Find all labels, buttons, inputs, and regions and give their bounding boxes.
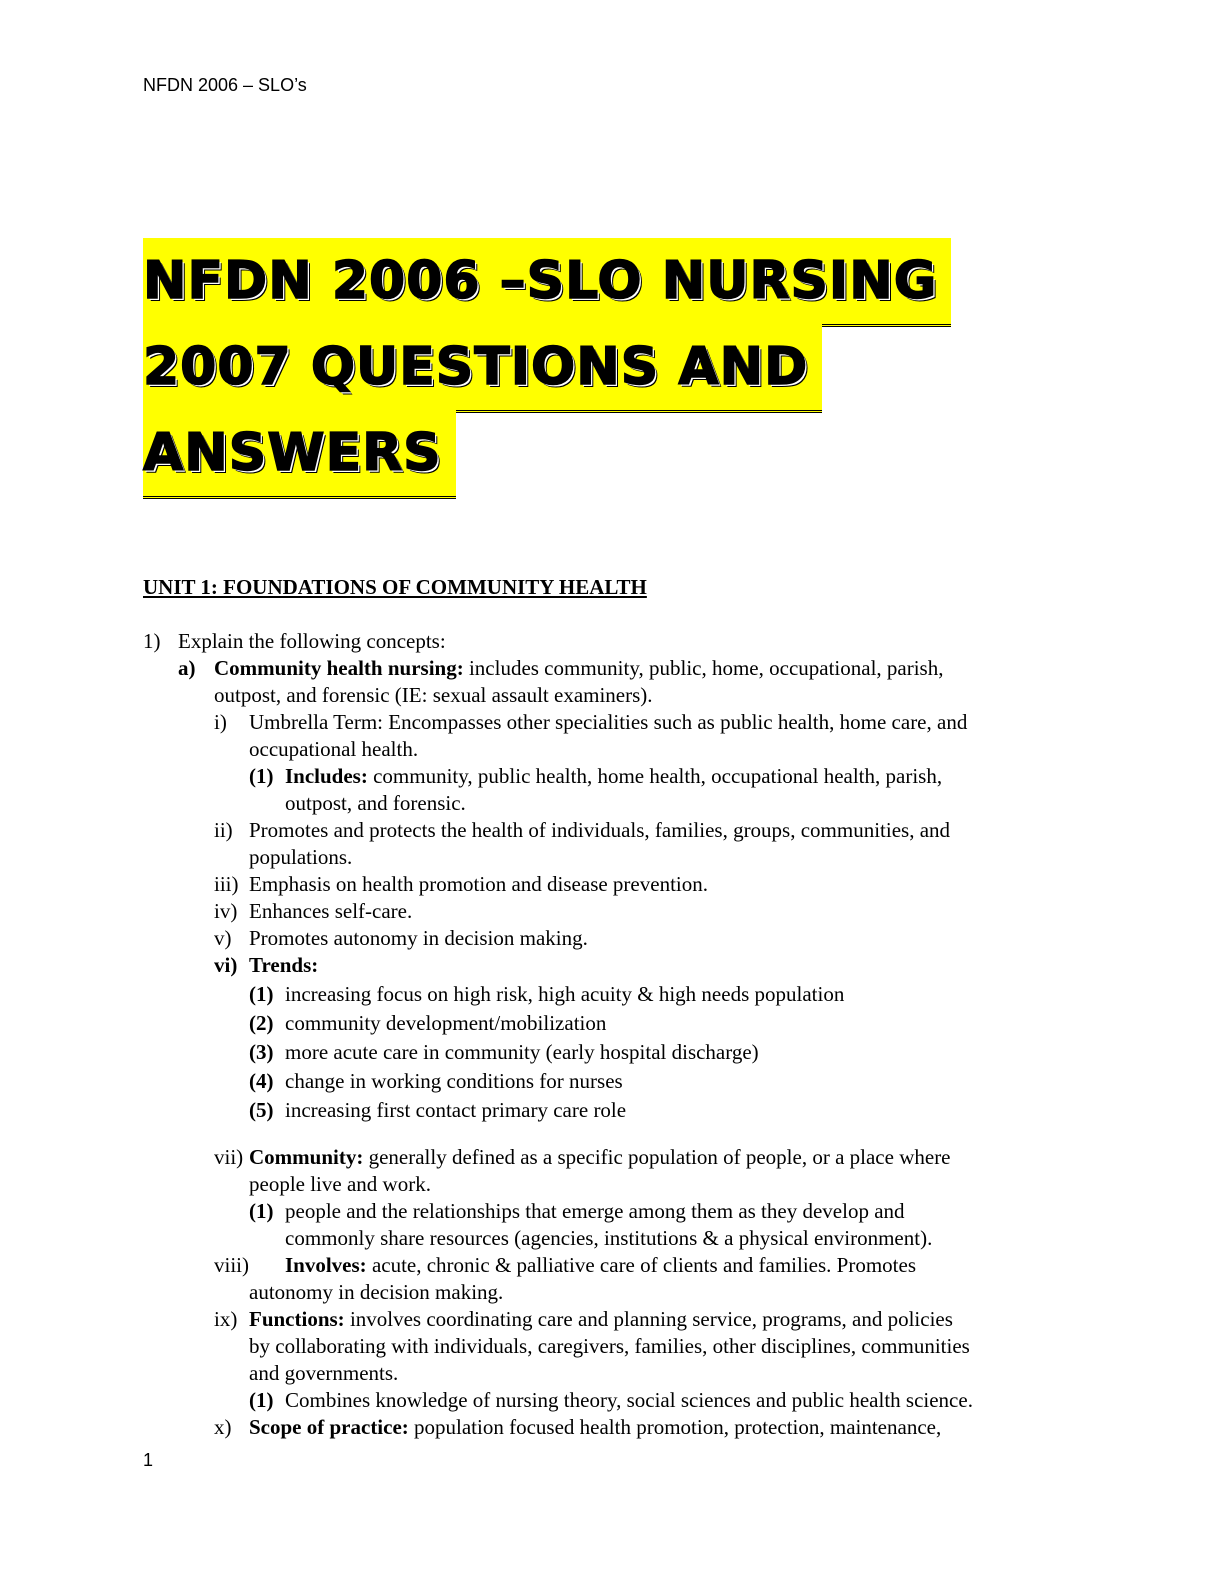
item-number: a) [178, 656, 196, 680]
item-text: community, public health, home health, occupational health, parish, [367, 764, 943, 788]
item-text: acute, chronic & palliative care of clients and families. Promotes [366, 1253, 916, 1277]
question-1 [143, 628, 1103, 655]
item-text: population focused health promotion, protection, maintenance, [408, 1415, 942, 1439]
item-number: i) [214, 710, 227, 734]
item-iii [143, 871, 1103, 898]
title-line-2: 2007 QUESTIONS AND [143, 324, 822, 413]
item-viii [143, 1252, 1103, 1306]
item-number: ii) [214, 818, 233, 842]
item-term: Trends: [249, 953, 319, 977]
item-number: iii) [214, 872, 239, 896]
unit-heading: UNIT 1: FOUNDATIONS OF COMMUNITY HEALTH [143, 575, 647, 599]
item-number: (4) [249, 1069, 274, 1093]
item-text: Umbrella Term: Encompasses other specialities such as public health, home care, and [249, 710, 968, 734]
item-text: increasing first contact primary care role [285, 1098, 627, 1122]
item-vi [143, 952, 1103, 981]
item-number: (1) [249, 764, 274, 788]
document-title [143, 238, 951, 496]
item-text: Emphasis on health promotion and disease prevention. [249, 872, 708, 896]
trend-2 [143, 1010, 1103, 1039]
page-number: 1 [143, 1450, 154, 1470]
item-term: Scope of practice: [249, 1415, 409, 1439]
item-text-cont: commonly share resources (agencies, institutions & a physical environment). [285, 1226, 933, 1250]
item-text: people and the relationships that emerge among them as they develop and [285, 1199, 905, 1223]
item-text: change in working conditions for nurses [285, 1069, 623, 1093]
item-number: iv) [214, 899, 238, 923]
item-text: includes community, public, home, occupational, parish, [463, 656, 944, 680]
item-i [143, 709, 1103, 763]
item-term: Includes: [285, 764, 368, 788]
item-i-1 [143, 763, 1103, 817]
item-text: generally defined as a specific population of people, or a place where [363, 1145, 951, 1169]
item-term: Community: [249, 1145, 364, 1169]
item-number: vii) [214, 1145, 244, 1169]
item-number: vi) [214, 953, 238, 977]
item-term: Functions: [249, 1307, 345, 1331]
item-number: x) [214, 1415, 232, 1439]
item-number: (1) [249, 1199, 274, 1223]
item-vii [143, 1144, 1103, 1198]
item-text-cont: outpost, and forensic. [285, 791, 466, 815]
trend-5 [143, 1097, 1103, 1144]
item-term: Involves: [285, 1253, 367, 1277]
item-text-cont: outpost, and forensic (IE: sexual assault examiners). [214, 683, 653, 707]
item-text: Promotes and protects the health of individuals, families, groups, communities, and [249, 818, 951, 842]
title-line-1: NFDN 2006 –SLO NURSING [143, 238, 951, 327]
title-line-3: ANSWERS [143, 410, 456, 499]
item-number: viii) [214, 1253, 249, 1277]
trend-4 [143, 1068, 1103, 1097]
item-term: Community health nursing: [214, 656, 464, 680]
trend-3 [143, 1039, 1103, 1068]
item-number: (1) [249, 1388, 274, 1412]
item-number: v) [214, 926, 232, 950]
item-number: (3) [249, 1040, 274, 1064]
item-ix-1 [143, 1387, 1103, 1414]
question-number: 1) [143, 629, 161, 653]
item-a [143, 655, 1103, 709]
item-iv [143, 898, 1103, 925]
item-number: (5) [249, 1098, 274, 1122]
item-text: involves coordinating care and planning service, programs, and policies [344, 1307, 953, 1331]
item-number: ix) [214, 1307, 238, 1331]
question-text: Explain the following concepts: [178, 629, 446, 653]
item-text: Enhances self-care. [249, 899, 413, 923]
item-text: Promotes autonomy in decision making. [249, 926, 588, 950]
item-text: community development/mobilization [285, 1011, 607, 1035]
item-text-cont: people live and work. [249, 1172, 431, 1196]
item-text-cont: populations. [249, 845, 353, 869]
item-text-cont: by collaborating with individuals, caregivers, families, other disciplines, communities [249, 1334, 970, 1358]
item-vii-1 [143, 1198, 1103, 1252]
item-text-cont: occupational health. [249, 737, 419, 761]
item-text: increasing focus on high risk, high acuity & high needs population [285, 982, 845, 1006]
trend-1 [143, 981, 1103, 1010]
item-x [143, 1414, 1103, 1441]
item-text: Combines knowledge of nursing theory, social sciences and public health science. [285, 1388, 973, 1412]
item-text-cont-2: and governments. [249, 1361, 399, 1385]
item-text-cont: autonomy in decision making. [249, 1280, 504, 1304]
page-header: NFDN 2006 – SLO’s [143, 75, 307, 95]
item-ix [143, 1306, 1103, 1387]
item-text: more acute care in community (early hospital discharge) [285, 1040, 759, 1064]
item-number: (1) [249, 982, 274, 1006]
item-v [143, 925, 1103, 952]
outline-body [143, 628, 1103, 1441]
item-number: (2) [249, 1011, 274, 1035]
item-ii [143, 817, 1103, 871]
